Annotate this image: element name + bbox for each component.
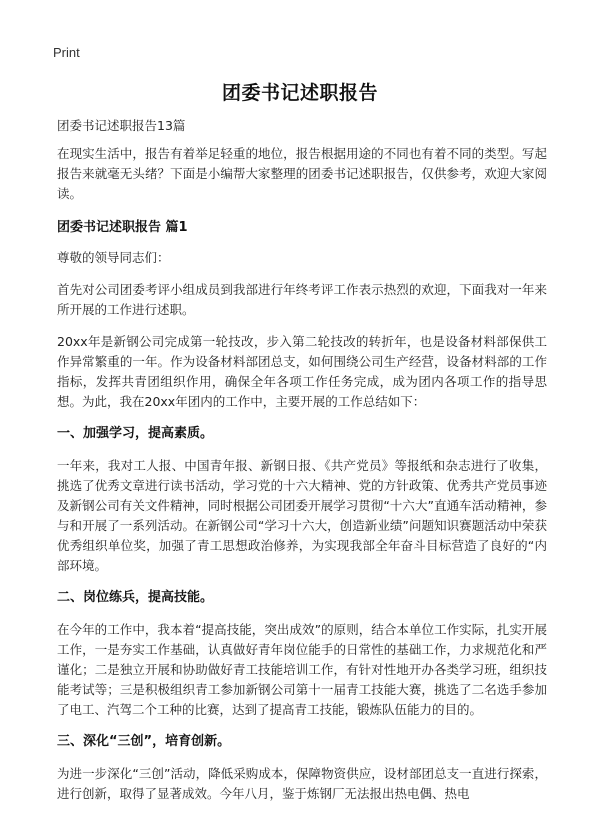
section-heading-3: 三、深化“三创”，培育创新。	[57, 734, 231, 749]
article-heading: 团委书记述职报告 篇1	[57, 220, 188, 235]
section-heading-2: 二、岗位练兵，提高技能。	[57, 590, 214, 605]
body-paragraph-2: 20xx年是新钢公司完成第一轮技改，步入第二轮技改的转折年，也是设备材料部保供工作异常繁重的一年。作为设备材料部团总支，如何围绕公司生产经营，设备材料部的工作指标，发挥共青团组织作用，确保全年各项工作任务完成，成为团内各项工作的指导思想。为此，我在20xx年团内的工作中，主要开展的工作总结如下：	[57, 334, 547, 409]
document-body	[57, 116, 547, 816]
section-heading-1: 一、加强学习，提高素质。	[57, 426, 214, 441]
document-subtitle: 团委书记述职报告13篇	[57, 118, 186, 133]
section-text-1: 一年来，我对工人报、中国青年报、新钢日报、《共产党员》等报纸和杂志进行了收集，挑选了优秀文章进行读书活动，学习党的十六大精神、党的方针政策、优秀共产党员事迹及新钢公司有关文件精神，同时根据公司团委开展学习贯彻“十六大”直通车活动精神，参与和开展了一系列活动。在新钢公司“学习十六大，创造新业绩”问题知识赛题活动中荣获优秀组织单位奖，加强了青工思想政治修养，为实现我部全年奋斗目标营造了良好的“内部环境。	[57, 458, 547, 573]
section-text-2: 在今年的工作中，我本着“提高技能，突出成效”的原则，结合本单位工作实际，扎实开展工作，一是夯实工作基础，认真做好青年岗位能手的日常性的基础工作，力求规范化和严谨化；二是独立开展和协助做好青工技能培训工作，有针对性地开办各类学习班，组织技能考试等；三是积极组织青工参加新钢公司第十一届青工技能大赛，挑选了二名选手参加了电工、汽驾二个工种的比赛，达到了提高青工技能，锻炼队伍能力的目的。	[57, 622, 547, 717]
intro-paragraph: 在现实生活中，报告有着举足轻重的地位，报告根据用途的不同也有着不同的类型。写起报告来就毫无头绪？下面是小编帮大家整理的团委书记述职报告，仅供参考，欢迎大家阅读。	[57, 146, 547, 201]
salutation: 尊敬的领导同志们：	[57, 250, 170, 265]
print-link[interactable]: Print	[53, 45, 80, 60]
section-text-3: 为进一步深化“三创”活动，降低采购成本，保障物资供应，设材部团总支一直进行探索，进行创新，取得了显著成效。今年八月，鉴于炼钢厂无法报出热电偶、热电	[57, 766, 547, 801]
body-paragraph-1: 首先对公司团委考评小组成员到我部进行年终考评工作表示热烈的欢迎，下面我对一年来所开展的工作进行述职。	[57, 282, 547, 317]
page-title: 团委书记述职报告	[221, 82, 378, 104]
